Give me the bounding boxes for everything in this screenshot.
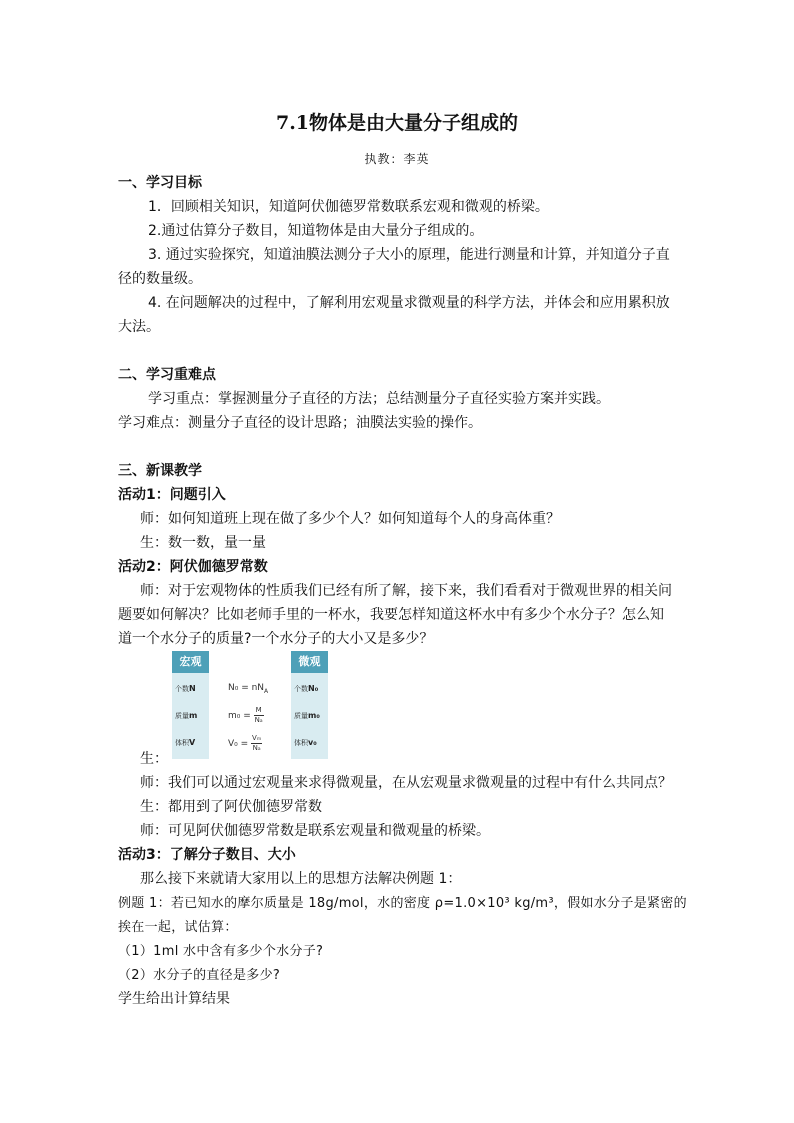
activity-1-teacher-line: 师：如何知道班上现在做了多少个人？如何知道每个人的身高体重？	[140, 511, 560, 527]
activity-2-student-answer: 生：都用到了阿伏伽德罗常数	[140, 799, 322, 815]
objective-item-4-cont: 大法。	[118, 319, 160, 335]
section-heading-key-points: 二、学习重难点	[118, 367, 216, 383]
difficulty-line: 学习难点：测量分子直径的设计思路；油膜法实验的操作。	[118, 415, 482, 431]
section-heading-objectives: 一、学习目标	[118, 175, 202, 191]
activity-2-teacher-question: 师：我们可以通过宏观量来求得微观量，在从宏观量求微观量的过程中有什么共同点？	[140, 775, 672, 791]
micro-column	[291, 651, 328, 759]
student-result-line: 学生给出计算结果	[118, 991, 230, 1007]
activity-2-student-label: 生：	[140, 751, 168, 767]
activity-2-teacher-line-3: 道一个水分子的质量?一个水分子的大小又是多少？	[118, 631, 434, 647]
macro-row-volume: 体积V	[175, 738, 196, 747]
formula-mass: m₀ = $\frac{M}{\text{Nₐ}}$	[228, 706, 263, 724]
objective-item-3: 3. 通过实验探究，知道油膜法测分子大小的原理，能进行测量和计算，并知道分子直	[148, 247, 670, 263]
macro-micro-figure	[172, 651, 334, 759]
example-1-line-1: 例题 1：若已知水的摩尔质量是 18g/mol，水的密度 ρ=1.0×10³ kg/m³，假如水分子是紧密的	[118, 896, 687, 911]
objective-item-3-cont: 径的数量级。	[118, 271, 202, 287]
formula-count: $N_0 = nN_A$	[228, 683, 269, 695]
author-line: 执教：李英	[364, 152, 430, 166]
activity-1-heading: 活动1：问题引入	[118, 487, 226, 503]
example-1-question-2: （2）水分子的直径是多少?	[118, 968, 281, 983]
activity-3-heading: 活动3：了解分子数目、大小	[118, 847, 296, 863]
activity-2-teacher-conclusion: 师：可见阿伏伽德罗常数是联系宏观量和微观量的桥梁。	[140, 823, 490, 839]
micro-header: 微观	[291, 651, 328, 673]
objective-item-4: 4. 在问题解决的过程中，了解利用宏观量求微观量的科学方法，并体会和应用累积放	[148, 295, 670, 311]
example-1-line-2: 挨在一起，试估算：	[118, 920, 238, 935]
activity-1-student-line: 生：数一数，量一量	[140, 535, 266, 551]
macro-row-count: 个数N	[175, 684, 196, 693]
micro-row-mass: 质量m₀	[294, 711, 320, 720]
example-1-question-1: （1）1ml 水中含有多少个水分子?	[118, 944, 324, 959]
micro-row-volume: 体积v₀	[294, 738, 317, 747]
formula-volume: V₀ = $\frac{\text{Vₘ}}{\text{Nₐ}}$	[228, 734, 262, 752]
micro-row-count: 个数N₀	[294, 684, 319, 693]
objective-item-1: 1．回顾相关知识，知道阿伏伽德罗常数联系宏观和微观的桥梁。	[148, 199, 549, 215]
activity-2-heading: 活动2：阿伏伽德罗常数	[118, 559, 268, 575]
page-title: 7.1物体是由大量分子组成的	[275, 112, 519, 134]
macro-row-mass: 质量m	[175, 711, 198, 720]
activity-2-teacher-line-1: 师：对于宏观物体的性质我们已经有所了解，接下来，我们看看对于微观世界的相关问	[140, 583, 672, 599]
macro-column	[172, 651, 209, 759]
activity-2-teacher-line-2: 题要如何解决？比如老师手里的一杯水，我要怎样知道这杯水中有多少个水分子？怎么知	[118, 607, 664, 623]
activity-3-intro: 那么接下来就请大家用以上的思想方法解决例题 1：	[140, 871, 462, 887]
section-heading-new-lesson: 三、新课教学	[118, 463, 202, 479]
objective-item-2: 2.通过估算分子数目，知道物体是由大量分子组成的。	[148, 223, 484, 239]
macro-header: 宏观	[172, 651, 209, 673]
key-point-line: 学习重点：掌握测量分子直径的方法；总结测量分子直径实验方案并实践。	[148, 391, 610, 407]
